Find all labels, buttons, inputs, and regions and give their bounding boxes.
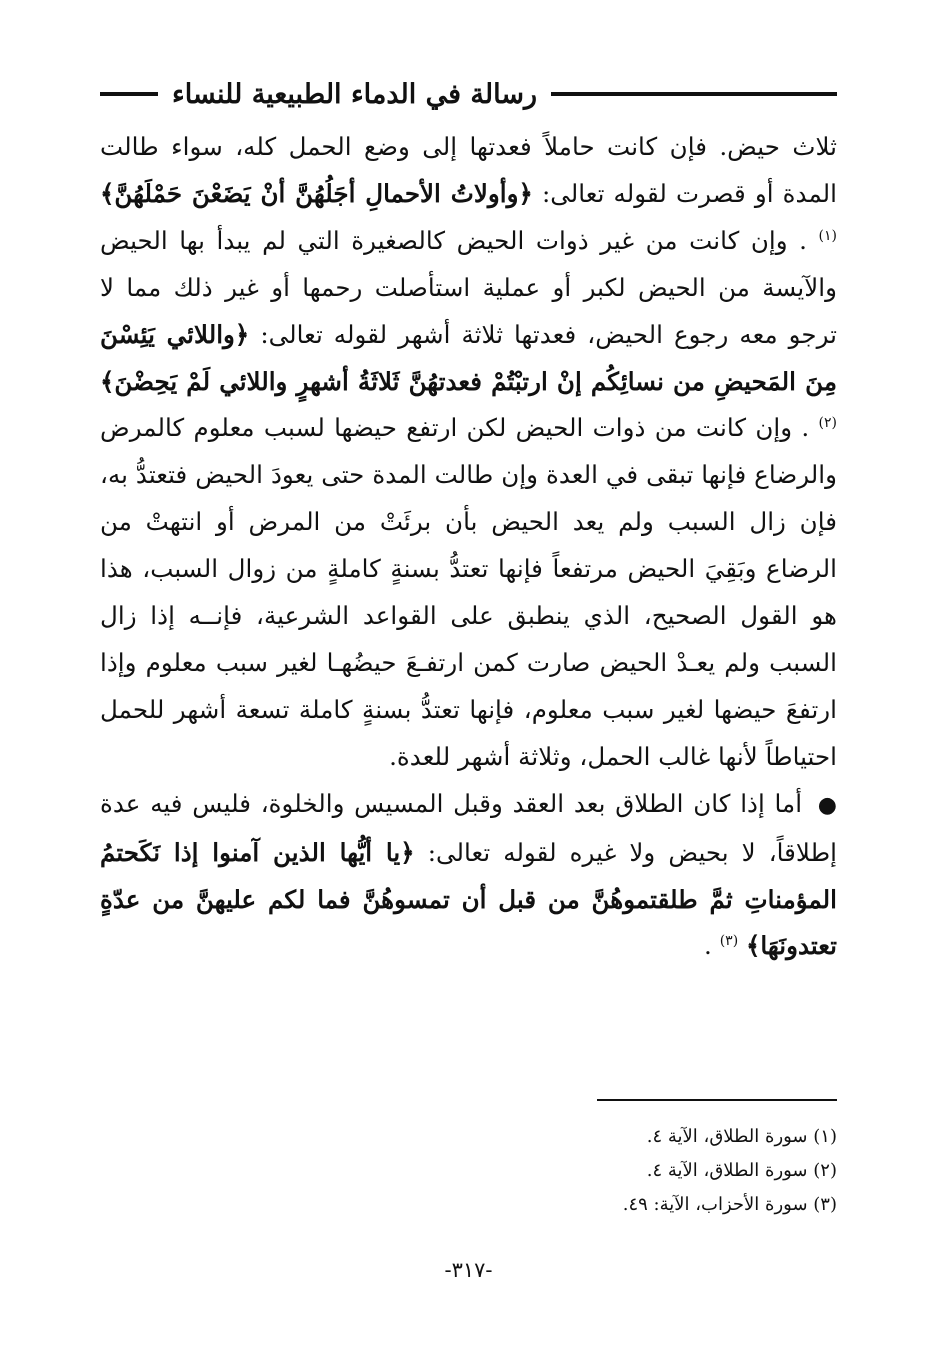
footnote-2 (420, 1154, 837, 1188)
running-title: رسالة في الدماء الطبيعية للنساء (172, 78, 538, 110)
footnote-ref-2: (٢) (818, 415, 837, 432)
footnote-text: سورة الأحزاب، الآية: ٤٩. (622, 1194, 808, 1215)
text-run: . (704, 931, 712, 961)
footnote-1 (420, 1120, 837, 1154)
footnotes (420, 1120, 837, 1222)
header-rule-left (100, 92, 158, 96)
header-rule-right (551, 92, 837, 96)
footnote-number: (١) (813, 1126, 837, 1147)
page-header (100, 72, 837, 116)
paragraph-2 (100, 781, 837, 971)
page-number: -٣١٧- (444, 1258, 493, 1282)
footnote-number: (٣) (813, 1194, 837, 1215)
text-run: أما إذا كان الطلاق بعد العقد وقبل المسيس والخلوة، فليس فيه عدة إطلاقاً، لا بحيض ولا غيره لقوله تعالى: (100, 788, 838, 867)
footnote-3 (420, 1188, 837, 1222)
text-run: . وإن كانت من ذوات الحيض لكن ارتفع حيضها لسبب معلوم كالمرض والرضاع فإنها تبقى في العدة وإن طالت المدة حتى يعودَ الحيض فتعتدُّ به، فإن زال السبب ولم يعد الحيض بأن برئَتْ من المرض أو انتهتْ من الرضاع وبَقِيَ الحيض مرتفعاً فإنها تعتدُّ بسنةٍ كاملةٍ من زوال السبب، هذا هو القول الصحيح، الذي ينطبق على القواعد الشرعية، فإنــه إذا زال السبب ولم يعـدْ الحيض صارت كمن ارتفـعَ حيضُهـا لغير سبب معلوم وإذا ارتفعَ حيضها لغير سبب معلوم، فإنها تعتدُّ بسنةٍ كاملة تسعة أشهر للحمل احتياطاً لأنها غالب الحمل، وثلاثة أشهر للعدة. (100, 413, 837, 771)
text-run: ثلاث حيض. فإن كانت حاملاً فعدتها إلى وضع الحمل كله، سواء طالت المدة أو قصرت لقوله تعالى: (100, 132, 837, 208)
footnote-separator (597, 1099, 837, 1101)
quran-verse-3: ﴿يا أيُّها الذين آمنوا إذا نَكَحتمُ المؤمناتِ ثمَّ طلقتموهُنَّ من قبل أن تمسوهُنَّ فما لكم عليهنَّ من عدّةٍ تعتدونَهَا﴾ (100, 837, 837, 961)
quran-verse-2: ﴿واللائي يَئِسْنَ مِنَ المَحيضِ من نسائِكُم إنْ ارتبْتُمْ فعدتهُنَّ ثَلاثَةُ أشهرٍ واللائي لَمْ يَحِضْنَ﴾ (100, 319, 837, 396)
paragraph-1 (100, 124, 837, 781)
footnote-number: (٢) (813, 1160, 837, 1181)
bullet-icon: ● (817, 792, 837, 818)
footnote-ref-3: (٣) (719, 933, 739, 950)
footnote-text: سورة الطلاق، الآية ٤. (646, 1160, 808, 1181)
main-text (100, 124, 837, 970)
footnote-ref-1: (١) (818, 227, 838, 244)
footnote-text: سورة الطلاق، الآية ٤. (646, 1126, 808, 1147)
quran-verse-1: ﴿وأولاتُ الأحمالِ أجَلُهُنَّ أنْ يَضَعْنَ حَمْلَهُنَّ﴾ (100, 178, 533, 208)
text-run: . وإن كانت من غير ذوات الحيض كالصغيرة التي لم يبدأ بها الحيض والآيسة من الحيض لكبر أو عملية استأصلت رحمها أو غير ذلك مما لا ترجو معه رجوع الحيض، فعدتها ثلاثة أشهر لقوله تعالى: (100, 225, 837, 349)
